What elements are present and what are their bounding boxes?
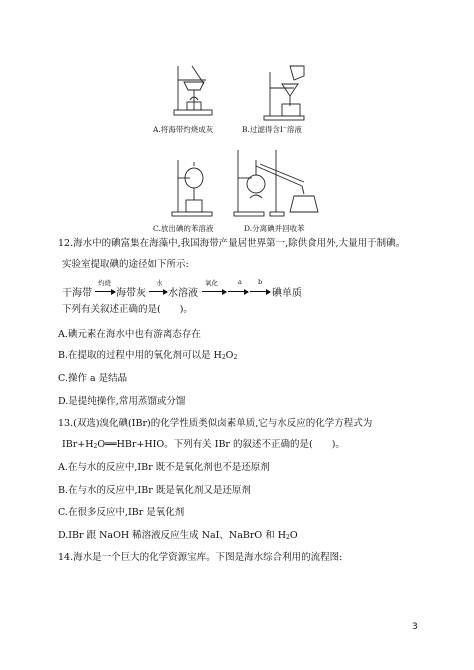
q13-option-a: A.在与水的反应中,IBr 既不是氧化剂也不是还原剂 xyxy=(58,462,270,473)
q12-option-c: C.操作 a 是结晶 xyxy=(58,373,128,384)
q13-equation-line: $IBr+H_2O══HBr+HIO$。下列有关 IBr 的叙述不正确的是( )。 xyxy=(62,439,345,450)
flow-step-dry-kelp: 干海带 xyxy=(62,288,92,299)
figure-c-caption: C.放出碘的苯溶液 xyxy=(153,224,214,233)
flow-arrow-2 xyxy=(149,291,167,292)
q12-question: 下列有关叙述正确的是( )。 xyxy=(62,304,193,315)
q12-option-d: D.是提纯操作,常用蒸馏或分馏 xyxy=(58,396,186,407)
flow-label-a: a xyxy=(238,278,242,286)
figure-a-caption: A.将海带灼烧成灰 xyxy=(153,125,214,134)
extraction-flow xyxy=(62,280,422,300)
q13-option-d: D.IBr 跟 NaOH 稀溶液反应生成 NaI、NaBrO 和 $H_2O$ xyxy=(58,530,298,541)
q12-option-b: B.在提取的过程中用的氧化剂可以是 $H_2O_2$ xyxy=(58,350,238,361)
apparatus-b-figure xyxy=(260,60,310,122)
apparatus-d-figure xyxy=(232,146,322,218)
figure-d-caption: D.分离碘并回收苯 xyxy=(244,224,305,233)
q12-stem-line2: 实验室提取碘的途径如下所示: xyxy=(62,259,189,270)
q13-option-c: C.在很多反应中,IBr 是氧化剂 xyxy=(58,507,185,518)
flow-arrow-5 xyxy=(250,291,270,292)
q14-stem: 14.海水是一个巨大的化学资源宝库。下图是海水综合利用的流程图: xyxy=(58,552,343,563)
flow-step-kelp-ash: 海带灰 xyxy=(116,288,146,299)
flow-step-iodine: 碘单质 xyxy=(272,288,302,299)
page-number: 3 xyxy=(412,622,418,632)
q13-stem-line1: 13.(双选)溴化碘(IBr)的化学性质类似卤素单质,它与水反应的化学方程式为 xyxy=(58,418,373,429)
flow-arrow-4 xyxy=(228,291,248,292)
flow-arrow-1 xyxy=(95,291,115,292)
q12-option-a: A.碘元素在海水中也有游离态存在 xyxy=(58,329,201,340)
flow-label-oxidize: 氧化 xyxy=(205,279,218,287)
apparatus-c-figure xyxy=(168,154,218,218)
figure-b-caption: B.过滤得含I⁻溶液 xyxy=(242,125,302,134)
flow-step-solution: 水溶液 xyxy=(168,288,198,299)
flow-label-burn: 灼烧 xyxy=(98,279,111,287)
flow-label-water: 水 xyxy=(156,279,163,287)
flow-label-b: b xyxy=(258,278,263,286)
q12-stem-line1: 12.海水中的碘富集在海藻中,我国海带产量居世界第一,除供食用外,大量用于制碘。 xyxy=(58,238,406,249)
apparatus-a-figure xyxy=(168,60,218,120)
q13-option-b: B.在与水的反应中,IBr 既是氧化剂又是还原剂 xyxy=(58,485,251,496)
flow-arrow-3 xyxy=(202,291,226,292)
